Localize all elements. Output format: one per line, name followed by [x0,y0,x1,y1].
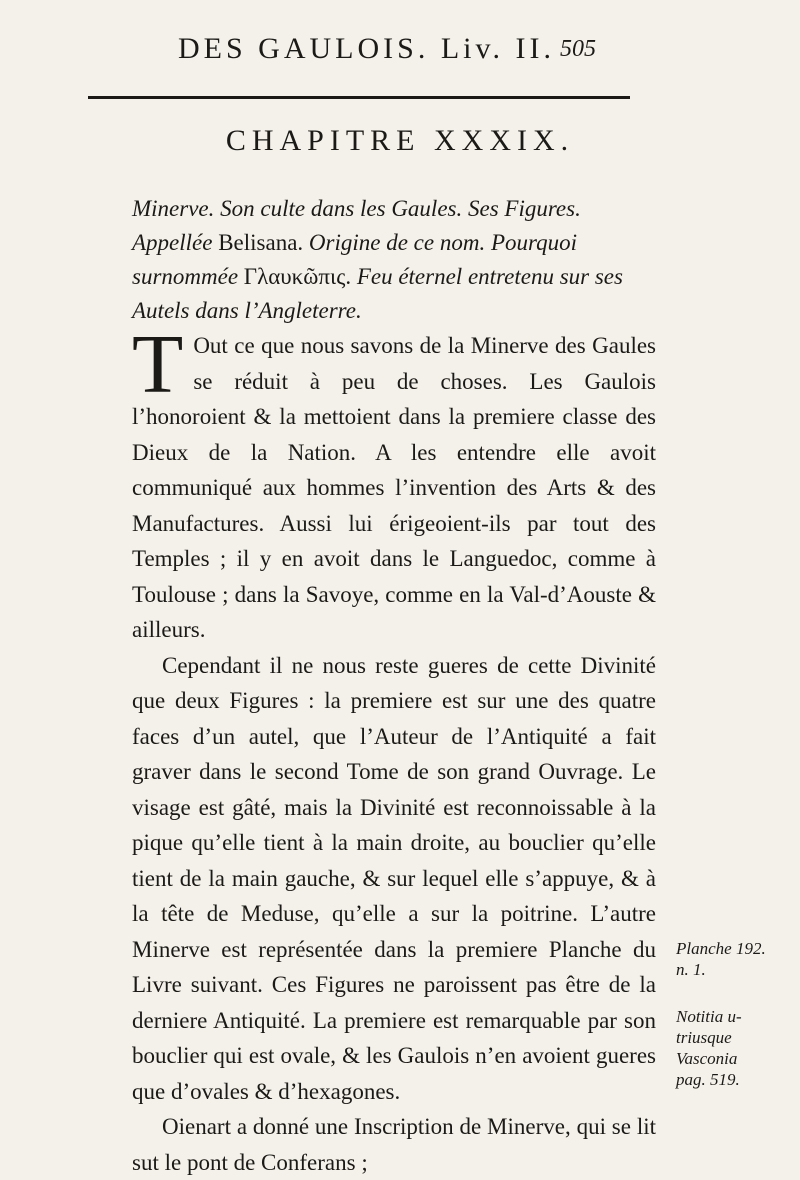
paragraph-3: Oienart a donné une Inscription de Minerve, qui se lit sut le pont de Conferans ; [132,1114,656,1175]
running-head [0,30,800,76]
paragraph-1-text: Out ce que nous savons de la Minerve des Gaules se réduit à peu de choses. Les Gaulois l’honoroient & la mettoient dans la premiere classe des Dieux de la Nation. A les entendre elle avoit communiqué aux hommes l’invention des Arts & des Manufactures. Aussi lui érigeoient-ils par tout des Temples ; il y en avoit dans le Languedoc, comme à Toulouse ; dans la Savoye, comme en la Val-d’Aouste & ailleurs. [132,333,656,642]
margin-note-notitia-line1: Notitia u- [676,1007,742,1026]
margin-note-notitia [676,1006,796,1090]
summary-part3: Feu éternel entretenu sur ses Autels dans l’Angleterre. [132,264,623,323]
margin-note-notitia-line2: triusque [676,1028,732,1047]
summary-part2: Origine de ce nom. Pourquoi surnommée [132,230,577,289]
header-rule [88,96,630,99]
margin-note-notitia-line3: Vasconia [676,1049,738,1068]
paragraph-2: Cependant il ne nous reste gueres de cette Divinité que deux Figures : la premiere est sur une des quatre faces d’un autel, que l’Auteur de l’Antiquité a fait graver dans le second Tome de son grand Ouvrage. Le visage est gâté, mais la Divinité est reconnoissable à la pique qu’elle tient à la main droite, au bouclier qu’elle tient de la main gauche, & sur lequel elle s’appuye, & à la tête de Meduse, qu’elle a sur la poitrine. L’autre Minerve est représentée dans la premiere Planche du Livre suivant. Ces Figures ne paroissent pas être de la derniere Antiquité. La premiere est remarquable par son bouclier qui est ovale, & les Gaulois n’en avoient gueres que d’ovales & d’hexagones. [132,652,656,1104]
margin-note-notitia-line4: pag. 519. [676,1070,740,1089]
body-text [132,318,656,1180]
page-number: 505 [560,36,596,62]
margin-note-planche-line1: Planche 192. [676,939,766,958]
margin-note-planche [676,938,796,980]
summary-greek: Γλαυκῶπις. [243,264,352,289]
running-title: DES GAULOIS. Liv. II. [178,32,556,65]
summary-name: Belisana. [218,230,304,255]
chapter-summary [132,192,652,328]
paragraph-1 [132,318,656,648]
summary-part1: Minerve. Son culte dans les Gaules. Ses Figures. Appellée [132,196,581,255]
chapter-title: CHAPITRE XXXIX. [225,124,575,157]
margin-note-planche-line2: n. 1. [676,960,706,979]
drop-cap: T [132,318,184,411]
